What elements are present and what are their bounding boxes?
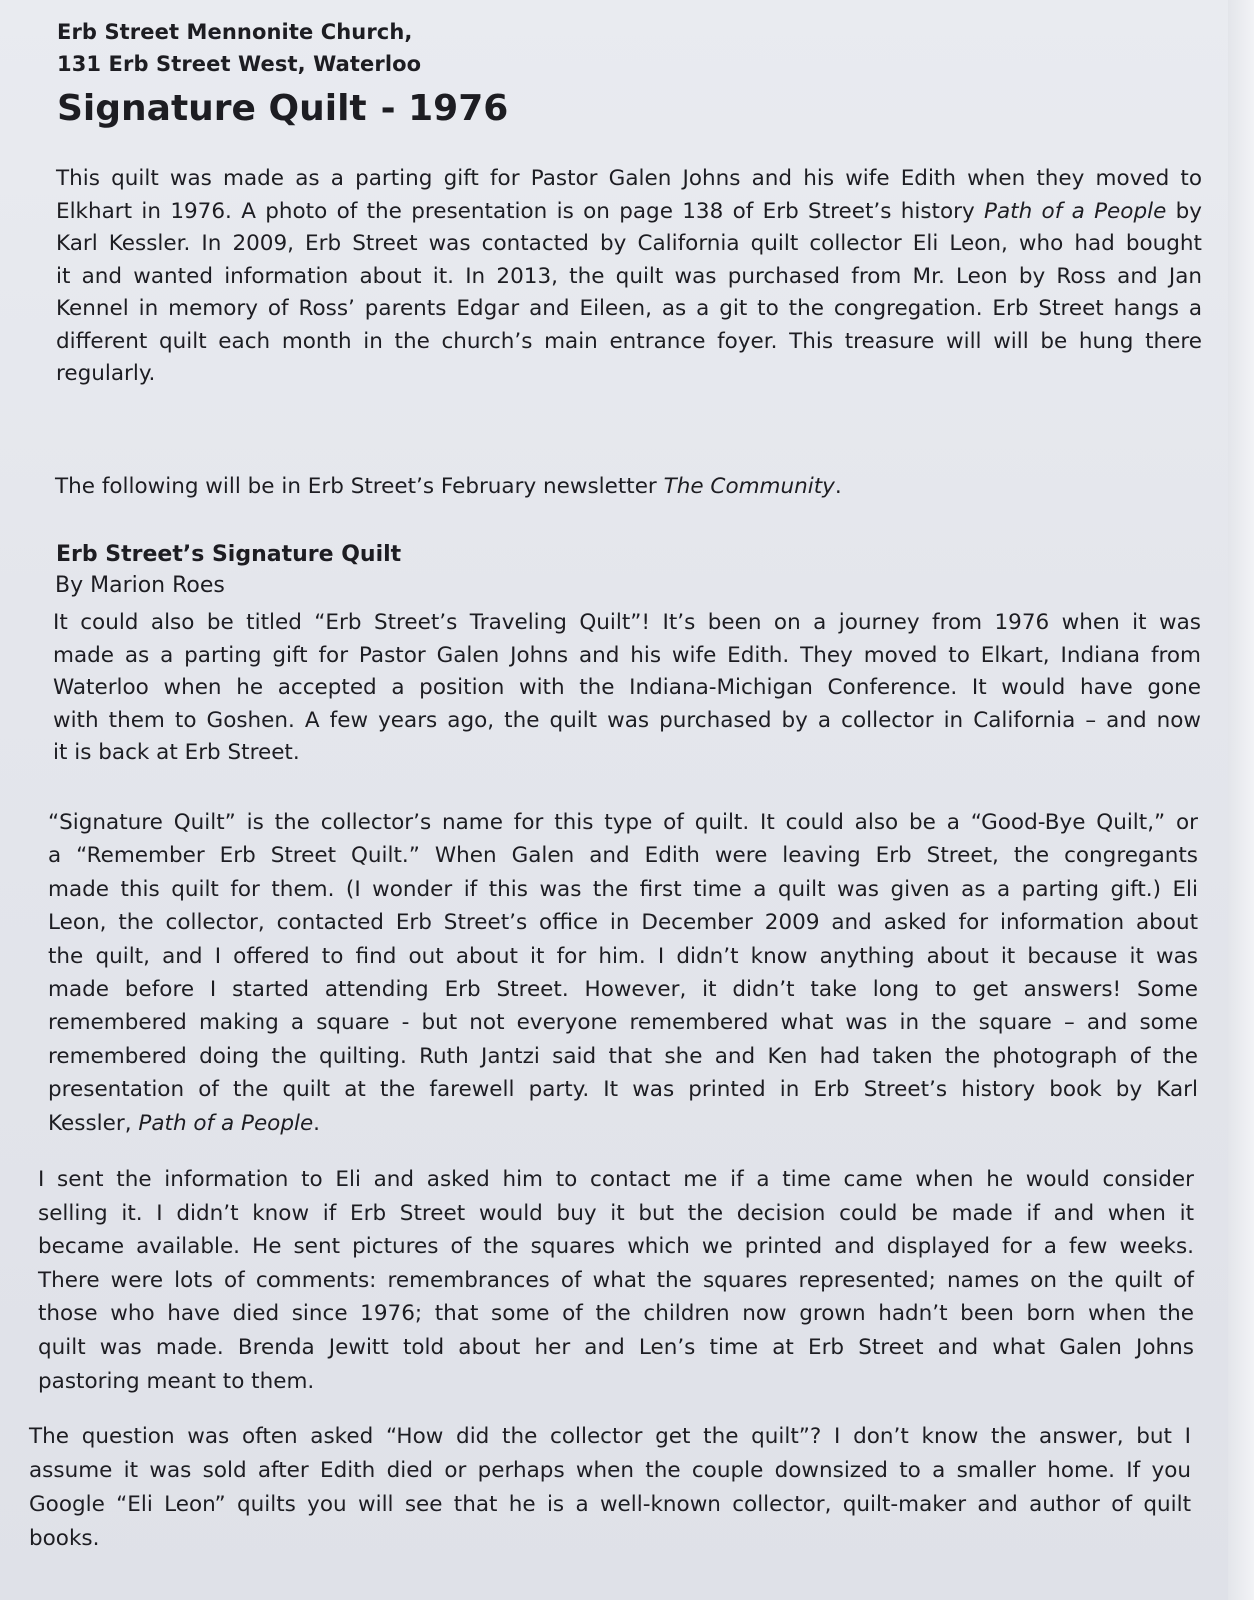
- paragraph-line: pastoring meant to them.: [38, 1368, 315, 1394]
- intro-paragraph: [56, 163, 1202, 391]
- intro-line: different quilt each month in the church’s main entrance foyer. This treasure will will be hung there: [56, 328, 1202, 354]
- paragraph-line: remembered making a square - but not everyone remembered what was in the square – and some: [48, 1010, 1198, 1036]
- paragraph-line: It could also be titled “Erb Street’s Traveling Quilt”! It’s been on a journey from 1976 when it was: [53, 610, 1201, 635]
- paragraph-line: There were lots of comments: remembrances of what the squares represented; names on the quilt of: [38, 1267, 1194, 1293]
- paragraph-line: it is back at Erb Street.: [53, 740, 300, 765]
- intro-line: it and wanted information about it. In 2013, the quilt was purchased from Mr. Leon by Ross and Jan: [56, 263, 1202, 289]
- paragraph-line: made this quilt for them. (I wonder if this was the first time a quilt was given as a parting gift.) Eli: [48, 876, 1198, 902]
- paragraph-line: those who have died since 1976; that some of the children now grown hadn’t been born when the: [38, 1301, 1194, 1327]
- paragraph-line: made as a parting gift for Pastor Galen Johns and his wife Edith. They moved to Elkart, Indiana from: [53, 642, 1201, 668]
- paragraph-line: with them to Goshen. A few years ago, the quilt was purchased by a collector in California – and now: [53, 707, 1201, 733]
- paragraph-line: became available. He sent pictures of the squares which we printed and displayed for a few weeks.: [38, 1234, 1194, 1260]
- title-year: - 1976: [380, 88, 509, 129]
- article-byline: By Marion Roes: [55, 573, 225, 598]
- book-title: Path of a People: [138, 1110, 314, 1136]
- article-paragraph-1: [53, 607, 1201, 770]
- title-main: Signature Quilt: [57, 88, 367, 129]
- book-title: Path of a People: [984, 198, 1167, 224]
- church-name: Erb Street Mennonite Church,: [57, 20, 413, 44]
- page-edge: [1228, 0, 1254, 1600]
- paragraph-line: the quilt, and I offered to find out about it for him. I didn’t know anything about it because it was: [48, 943, 1198, 969]
- paragraph-line: presentation of the quilt at the farewell party. It was printed in Erb Street’s history book by Karl: [48, 1077, 1198, 1103]
- paragraph-line: selling it. I didn’t know if Erb Street would buy it but the decision could be made if and when it: [38, 1200, 1194, 1226]
- church-address: 131 Erb Street West, Waterloo: [57, 52, 422, 76]
- intro-line: Elkhart in 1976. A photo of the presentation is on page 138 of Erb Street’s history Path of a People by: [56, 198, 1202, 224]
- paragraph-line: a “Remember Erb Street Quilt.” When Galen and Edith were leaving Erb Street, the congregants: [48, 843, 1198, 869]
- paragraph-line: I sent the information to Eli and asked him to contact me if a time came when he would consider: [38, 1167, 1194, 1192]
- paragraph-line: Kessler, Path of a People.: [48, 1110, 321, 1136]
- paragraph-line: Google “Eli Leon” quilts you will see that he is a well-known collector, quilt-maker and author of quilt: [29, 1492, 1191, 1517]
- paragraph-line: “Signature Quilt” is the collector’s name for this type of quilt. It could also be a “Good-Bye Quilt,” or: [48, 810, 1198, 835]
- newsletter-note: The following will be in Erb Street’s February newsletter The Community.: [55, 474, 842, 499]
- paragraph-line: remembered doing the quilting. Ruth Jantzi said that she and Ken had taken the photograph of the: [48, 1043, 1198, 1069]
- newsletter-name: The Community: [663, 474, 835, 499]
- intro-line: regularly.: [56, 361, 156, 386]
- intro-line: This quilt was made as a parting gift for Pastor Galen Johns and his wife Edith when they moved to: [56, 166, 1202, 191]
- paragraph-line: books.: [29, 1526, 100, 1551]
- intro-line: Karl Kessler. In 2009, Erb Street was contacted by California quilt collector Eli Leon, who had bought: [56, 231, 1202, 256]
- article-heading: Erb Street’s Signature Quilt: [56, 542, 402, 567]
- intro-line: Kennel in memory of Ross’ parents Edgar and Eileen, as a git to the congregation. Erb Street hangs a: [56, 296, 1202, 321]
- paragraph-line: made before I started attending Erb Street. However, it didn’t take long to get answers! Some: [48, 977, 1198, 1003]
- paragraph-line: Leon, the collector, contacted Erb Street’s office in December 2009 and asked for information about: [48, 910, 1198, 936]
- article-paragraph-2: [48, 806, 1198, 1140]
- article-paragraph-4: [29, 1420, 1191, 1556]
- paragraph-line: quilt was made. Brenda Jewitt told about her and Len’s time at Erb Street and what Galen Johns: [38, 1334, 1194, 1360]
- paragraph-line: The question was often asked “How did the collector get the quilt”? I don’t know the answer, but I: [29, 1424, 1191, 1449]
- paragraph-line: Waterloo when he accepted a position with the Indiana-Michigan Conference. It would have gone: [53, 675, 1201, 700]
- paragraph-line: assume it was sold after Edith died or perhaps when the couple downsized to a smaller home. If you: [29, 1458, 1191, 1483]
- page-title: [57, 88, 508, 129]
- article-paragraph-3: [38, 1163, 1194, 1398]
